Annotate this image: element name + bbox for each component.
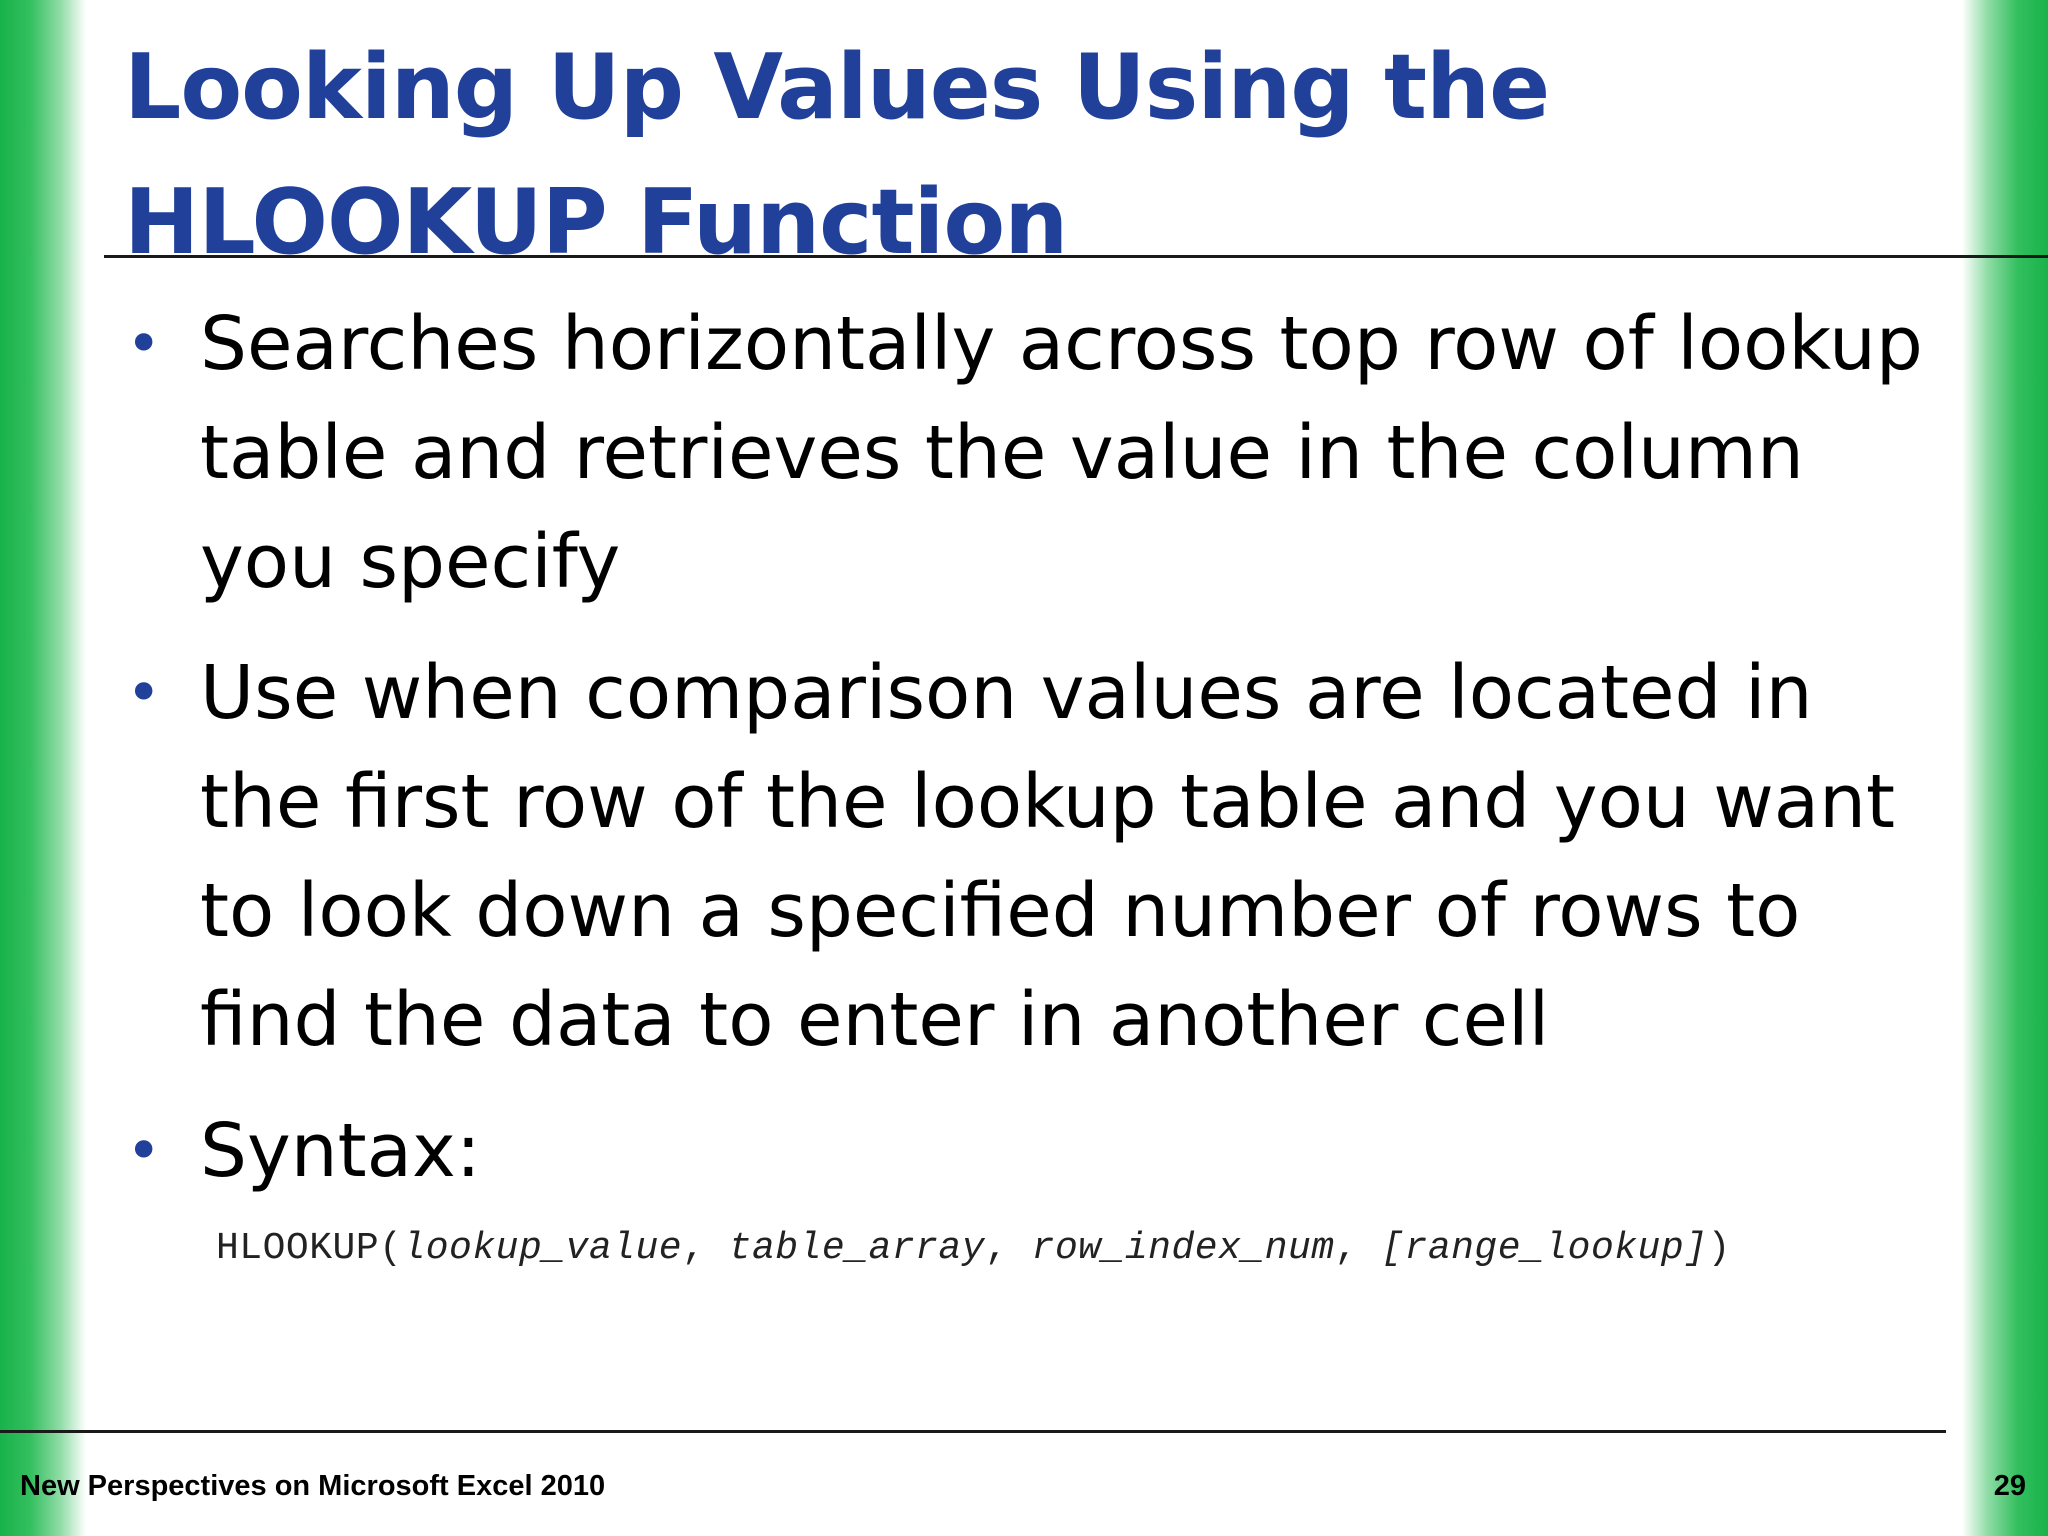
bullet-dot-icon: • xyxy=(126,309,162,379)
syntax-arg-table-array: table_array xyxy=(728,1227,986,1270)
slide-title xyxy=(124,20,1824,290)
bullet-item xyxy=(126,1097,1946,1206)
bullet-text: Syntax: xyxy=(200,1108,481,1194)
right-green-bar xyxy=(1962,0,2048,1536)
bullet-item xyxy=(126,639,1946,1075)
footer-text: New Perspectives on Microsoft Excel 2010 xyxy=(20,1470,606,1502)
bullet-list xyxy=(126,290,1946,1228)
bullet-dot-icon: • xyxy=(126,1116,162,1186)
slide-title-line-2: HLOOKUP Function xyxy=(124,170,1068,275)
bullet-dot-icon: • xyxy=(126,658,162,728)
syntax-arg-row-index-num: row_index_num xyxy=(1031,1227,1335,1270)
footer-divider xyxy=(0,1430,1946,1433)
syntax-separator: , xyxy=(985,1227,1032,1270)
hlookup-syntax xyxy=(216,1222,1731,1276)
syntax-separator: , xyxy=(1334,1227,1382,1270)
bullet-text: Use when comparison values are located in the first row of the lookup table and you want to look down a specified number of rows to find the data to enter in another cell xyxy=(200,650,1896,1063)
syntax-separator: , xyxy=(682,1227,729,1270)
bullet-text: Searches horizontally across top row of lookup table and retrieves the value in the column you specify xyxy=(200,301,1923,605)
syntax-arg-range-lookup: [range_lookup] xyxy=(1381,1227,1708,1270)
title-divider xyxy=(104,255,2048,258)
syntax-arg-lookup-value: lookup_value xyxy=(402,1227,683,1270)
slide-title-line-1: Looking Up Values Using the xyxy=(124,35,1550,140)
bullet-item xyxy=(126,290,1946,617)
page-number: 29 xyxy=(1993,1470,2026,1502)
syntax-function-name: HLOOKUP( xyxy=(216,1227,403,1270)
syntax-close-paren: ) xyxy=(1707,1227,1731,1270)
left-green-bar xyxy=(0,0,86,1536)
